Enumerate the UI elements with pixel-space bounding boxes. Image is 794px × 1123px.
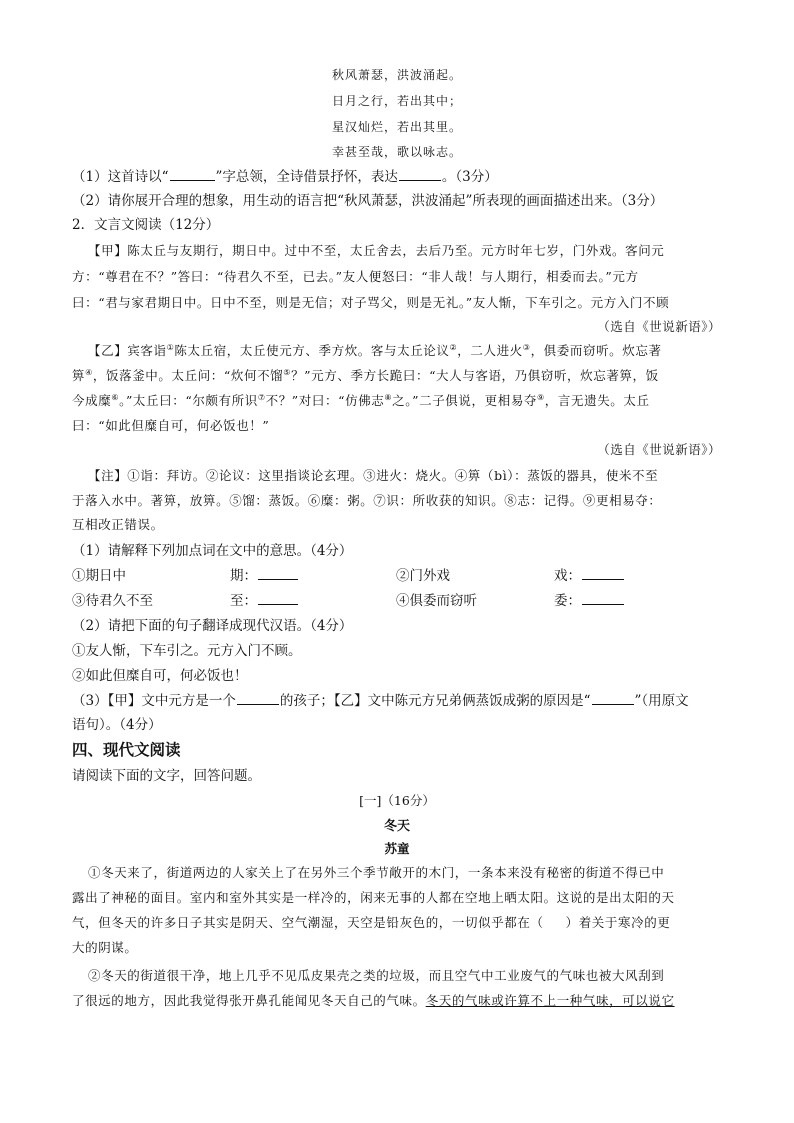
answer-blank[interactable]: [258, 590, 298, 605]
vocab-answer: 委：: [554, 589, 625, 609]
answer-blank[interactable]: [592, 690, 634, 705]
vocab-phrase: ④俱委而窃听: [396, 593, 477, 609]
vocab-answer: 至：: [230, 589, 299, 609]
vocab-answer: 戏：: [554, 564, 625, 584]
jia-text-line-3: 曰：“君与家君期日中。日中不至，则是无信；对子骂父，则是无礼。”友人惭，下车引之。元方入门不顾: [72, 295, 670, 310]
vocab-answer: 期：: [230, 564, 299, 584]
para1-line-3: 气，但冬天的许多日子其实是阴天、空气潮湿，天空是铅灰色的，一切似乎都在（ ）着关于寒冷的更: [72, 915, 671, 930]
notes-line-3: 互相改正错误。: [72, 517, 164, 532]
yi-text-line-4: 曰：“如此但糜自可，何必饭也！”: [72, 418, 270, 433]
question-2-3-cont: 语句）。（4分）: [72, 717, 162, 733]
question-1-1: （1）这首诗以“ ”字总领，全诗借景抒怀，表达 。（3分）: [72, 165, 498, 185]
para1-line-2: 露出了神秘的面目。室内和室外其实是一样冷的，闲来无事的人都在空地上晒太阳。这说的是出太阳的天: [72, 890, 675, 905]
jia-text-line-2: 方：“尊君在不？”答曰：“待君久不至，已去。”友人便怒曰：“非人哉！与人期行，相委而去。”元方: [72, 269, 639, 284]
poem-line-1: 秋风萧瑟，洪波涌起。: [331, 68, 462, 82]
translate-item: ②如此但糜自可，何必饭也！: [72, 668, 248, 684]
poem-line-4: 幸甚至哉，歌以咏志。: [331, 145, 462, 159]
vocab-phrase: ③待君久不至: [72, 593, 153, 609]
question-2-1-title: （1）请解释下列加点词在文中的意思。（4分）: [72, 543, 353, 559]
para1-line-1: ①冬天来了，街道两边的人家关上了在另外三个季节敞开的木门，一条本来没有秘密的街道不得已中: [88, 865, 665, 880]
answer-blank[interactable]: [582, 590, 624, 605]
answer-blank[interactable]: [170, 166, 215, 181]
underlined-sentence: 冬天的气味或许算不上一种气味，可以说它: [425, 993, 675, 1008]
notes-line-1: 【注】①诣：拜访。②论议：这里指谈论玄理。③进火：烧火。④箅（bì）：蒸饭的器具，使米不至: [88, 468, 659, 483]
jia-text-line-1: 【甲】陈太丘与友期行，期日中。过中不至，太丘舍去，去后乃至。元方时年七岁，门外戏。客问元: [88, 243, 665, 258]
question-2-3: （3）【甲】文中元方是一个 的孩子；【乙】文中陈元方兄弟俩蒸饭成粥的原因是“ ”（用原文: [72, 689, 689, 709]
notes-line-2: 于落入水中。著箅，放箅。⑤馏：蒸饭。⑥糜：粥。⑦识：所收获的知识。⑧志：记得。⑨更相易夺：: [72, 493, 662, 508]
section-4-title: 四、现代文阅读: [72, 740, 181, 759]
translate-item: ①友人惭，下车引之。元方入门不顾。: [72, 643, 302, 659]
yi-source: （选自《世说新语》）: [597, 442, 721, 457]
vocab-phrase: ①期日中: [72, 568, 126, 584]
poem-line-2: 日月之行，若出其中；: [331, 94, 462, 108]
question-1-2: （2）请你展开合理的想象，用生动的语言把“秋风萧瑟，洪波涌起”所表现的画面描述出来。（3分）: [72, 193, 664, 209]
yi-text-line-3: 今成糜⑥。”太丘曰：“尔颇有所识⑦不？”对曰：“仿佛志⑧之。”二子俱说，更相易夺⑨，言无遗失。太丘: [72, 392, 650, 408]
poem-line-3: 星汉灿烂，若出其里。: [331, 120, 462, 134]
jia-source: （选自《世说新语》）: [597, 319, 721, 334]
article-author: 苏童: [384, 841, 410, 856]
yi-text-line-2: 箅④，饭落釜中。太丘问：“炊何不馏⑤？”元方、季方长跪曰：“大人与客语，乃俱窃听，炊忘著箅，饭: [72, 367, 659, 383]
answer-blank[interactable]: [258, 565, 298, 580]
section-4-instruction: 请阅读下面的文字，回答问题。: [72, 768, 261, 784]
section-2-title: 2．文言文阅读（12分）: [72, 217, 220, 233]
question-2-2-title: （2）请把下面的句子翻译成现代汉语。（4分）: [72, 618, 353, 634]
para1-line-4: 大的阴谋。: [72, 940, 138, 955]
yi-text-line-1: 【乙】宾客诣①陈太丘宿，太丘使元方、季方炊。客与太丘论议②，二人进火③，俱委而窃听。炊忘著: [88, 342, 662, 358]
para2-line-2: 了很远的地方，因此我觉得张开鼻孔能闻见冬天自己的气味。冬天的气味或许算不上一种气味，可以说它: [72, 993, 675, 1008]
para2-line-1: ②冬天的街道很干净，地上几乎不见瓜皮果壳之类的垃圾，而且空气中工业废气的气味也被大风刮到: [88, 968, 665, 983]
answer-blank[interactable]: [399, 166, 441, 181]
answer-blank[interactable]: [237, 690, 279, 705]
answer-blank[interactable]: [582, 565, 624, 580]
part-label: [一]（16分）: [359, 793, 435, 808]
vocab-phrase: ②门外戏: [396, 568, 450, 584]
article-title: 冬天: [383, 819, 410, 834]
